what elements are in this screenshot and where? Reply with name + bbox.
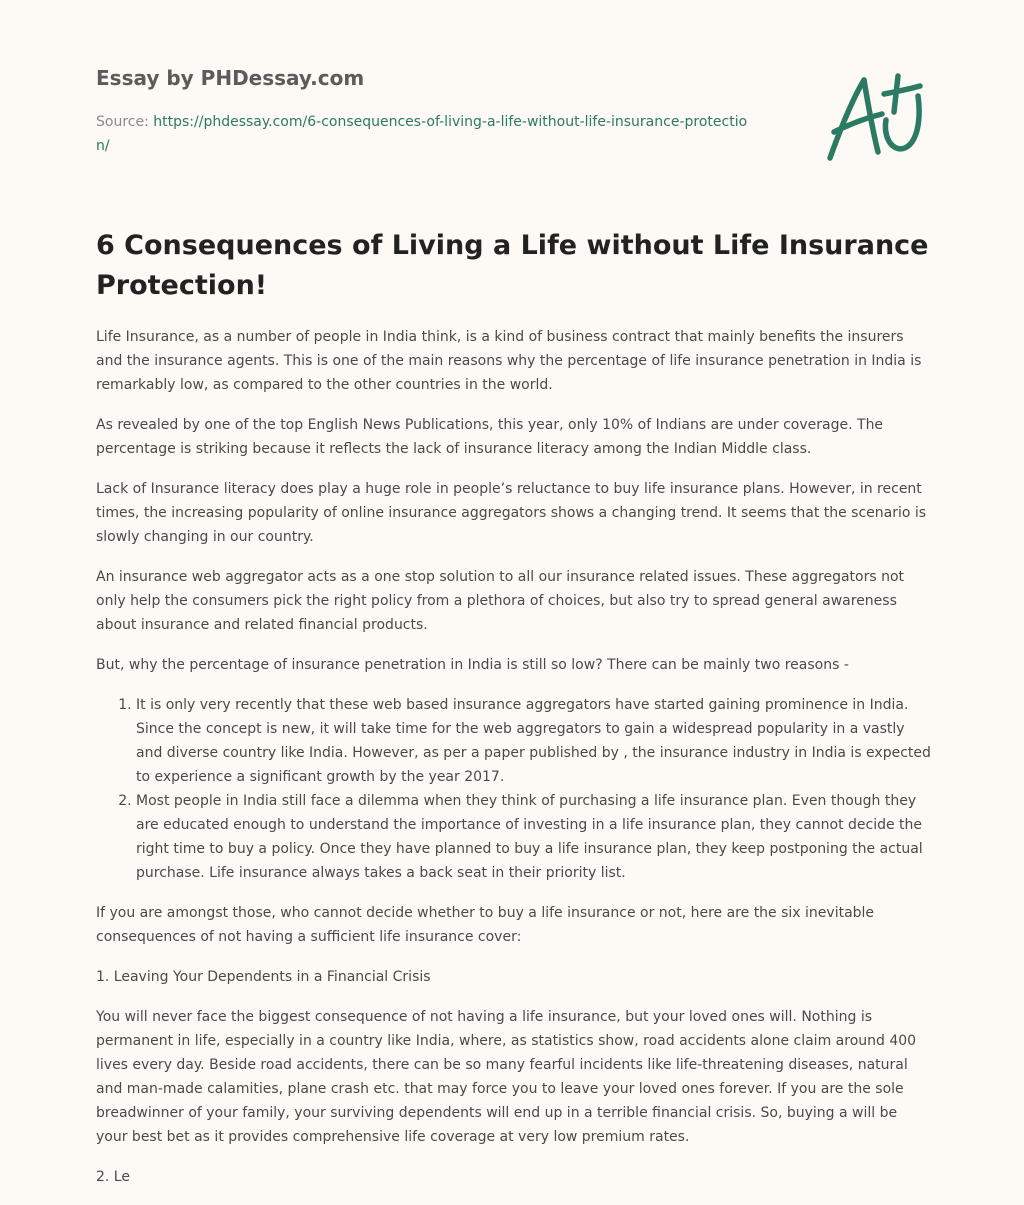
section-heading-partial: 2. Le xyxy=(96,1169,130,1185)
site-brand: Essay by PHDessay.com xyxy=(96,66,365,90)
article-body xyxy=(96,325,932,1205)
list-item: 2. Most people in India still face a dilemma when they think of purchasing a life insurance plan. Even though they are educated enough to understand the importance of investing in a life insurance plan, they cannot decide the right time to buy a policy. Once they have planned to buy a life insurance plan, they keep postponing the actual purchase. Life insurance always takes a back seat in their priority list. xyxy=(136,789,932,885)
paragraph: You will never face the biggest consequence of not having a life insurance, but your loved ones will. Nothing is permanent in life, especially in a country like India, where, as statistics show, road accidents alone claim around 400 lives every day. Beside road accidents, there can be so many fearful incidents like life-threatening diseases, natural and man-made calamities, plane crash etc. that may force you to leave your loved ones forever. If you are the sole breadwinner of your family, your surviving dependents will end up in a terrible financial crisis. So, buying a will be your best bet as it provides comprehensive life coverage at very low premium rates. xyxy=(96,1009,917,1145)
list-item: 1. It is only very recently that these web based insurance aggregators have started gaining prominence in India. Since the concept is new, it will take time for the web aggregators to gain a widespread popularity in a vastly and diverse country like India. However, as per a paper published by , the insurance industry in India is expected to experience a significant growth by the year 2017. xyxy=(136,693,932,789)
source-label: Source: xyxy=(96,114,154,130)
paragraph: As revealed by one of the top English News Publications, this year, only 10% of Indians are under coverage. The percentage is striking because it reflects the lack of insurance literacy among the Indian Middle class. xyxy=(96,417,884,457)
paragraph: Life Insurance, as a number of people in India think, is a kind of business contract that mainly benefits the insurers and the insurance agents. This is one of the main reasons why the percentage of life insurance penetration in India is remarkably low, as compared to the other countries in the world. xyxy=(96,329,922,393)
a-plus-logo-icon xyxy=(824,70,928,166)
reasons-list xyxy=(96,693,932,885)
logo-plus-swoosh xyxy=(885,96,919,149)
paragraph: An insurance web aggregator acts as a one stop solution to all our insurance related issues. These aggregators not only help the consumers pick the right policy from a plethora of choices, but also try to spread general awareness about insurance and related financial products. xyxy=(96,569,905,633)
section-heading: 1. Leaving Your Dependents in a Financial Crisis xyxy=(96,969,431,985)
paragraph: Lack of Insurance literacy does play a huge role in people’s reluctance to buy life insurance plans. However, in recent times, the increasing popularity of online insurance aggregators shows a changing trend. It seems that the scenario is slowly changing in our country. xyxy=(96,481,927,545)
paragraph: If you are amongst those, who cannot decide whether to buy a life insurance or not, here are the six inevitable consequences of not having a sufficient life insurance cover: xyxy=(96,905,875,945)
logo-plus-horizontal xyxy=(884,86,920,94)
paragraph: But, why the percentage of insurance penetration in India is still so low? There can be mainly two reasons - xyxy=(96,657,849,673)
source-line xyxy=(96,110,756,158)
source-link[interactable]: https://phdessay.com/6-consequences-of-living-a-life-without-life-insurance-protection/ xyxy=(96,114,748,154)
article-title: 6 Consequences of Living a Life without Life Insurance Protection! xyxy=(96,230,929,301)
